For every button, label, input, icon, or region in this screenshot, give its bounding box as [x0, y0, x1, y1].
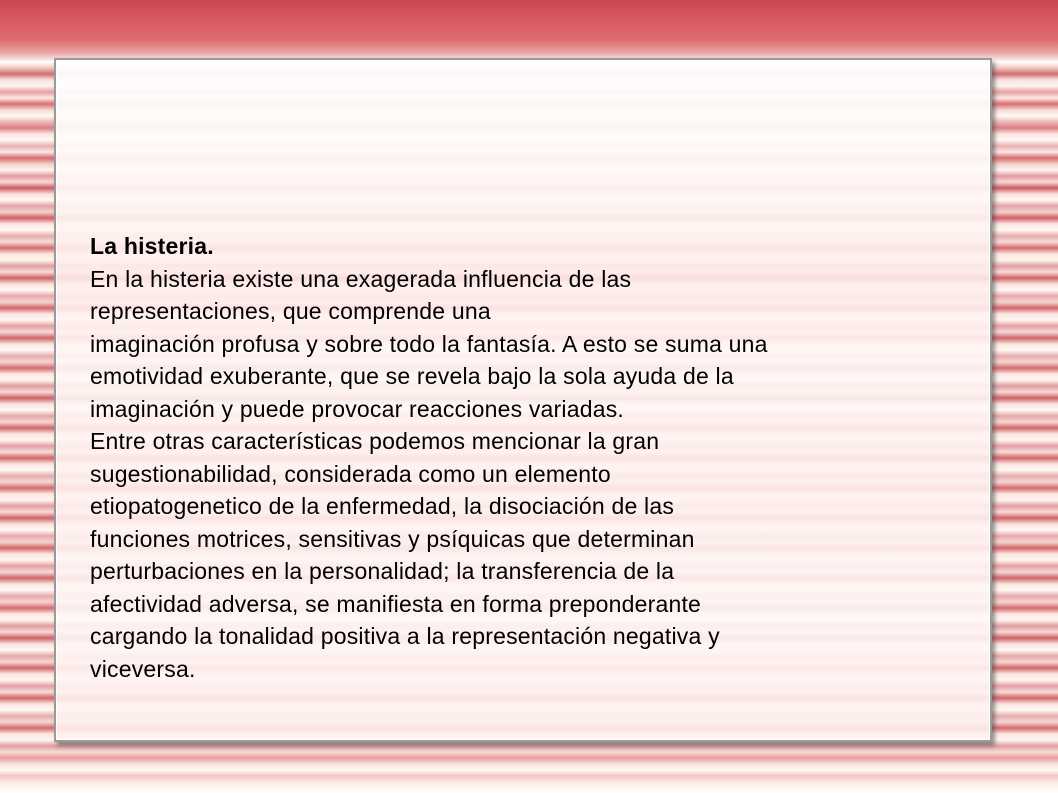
paragraph-1 [90, 263, 970, 328]
paragraph-3-line-1: Entre otras características podemos mencionar la gran [90, 428, 660, 454]
paragraph-2-line-1: imaginación profusa y sobre todo la fantasía. A esto se suma una [90, 330, 768, 357]
paragraph-3-line-7: cargando la tonalidad positiva a la representación negativa y [90, 623, 720, 649]
slide-content [90, 230, 970, 685]
paragraph-2 [90, 328, 970, 426]
paragraph-3-line-6: afectividad adversa, se manifiesta en forma preponderante [90, 590, 702, 617]
slide-title: La histeria. [90, 233, 214, 259]
paragraph-1-line-2: representaciones, que comprende una [90, 298, 491, 324]
paragraph-3-line-2: sugestionabilidad, considerada como un elemento [90, 460, 611, 487]
paragraph-3 [90, 425, 970, 685]
paragraph-3-line-4: funciones motrices, sensitivas y psíquicas que determinan [90, 525, 695, 552]
slide-panel [54, 58, 992, 742]
paragraph-2-line-2: emotividad exuberante, que se revela bajo la sola ayuda de la [90, 363, 734, 389]
paragraph-2-line-3: imaginación y puede provocar reacciones variadas. [90, 395, 624, 422]
paragraph-1-line-1: En la histeria existe una exagerada influencia de las [90, 265, 632, 292]
paragraph-3-line-8: viceversa. [90, 655, 196, 682]
paragraph-3-line-3: etiopatogenetico de la enfermedad, la disociación de las [90, 493, 675, 519]
paragraph-3-line-5: perturbaciones en la personalidad; la transferencia de la [90, 558, 675, 584]
